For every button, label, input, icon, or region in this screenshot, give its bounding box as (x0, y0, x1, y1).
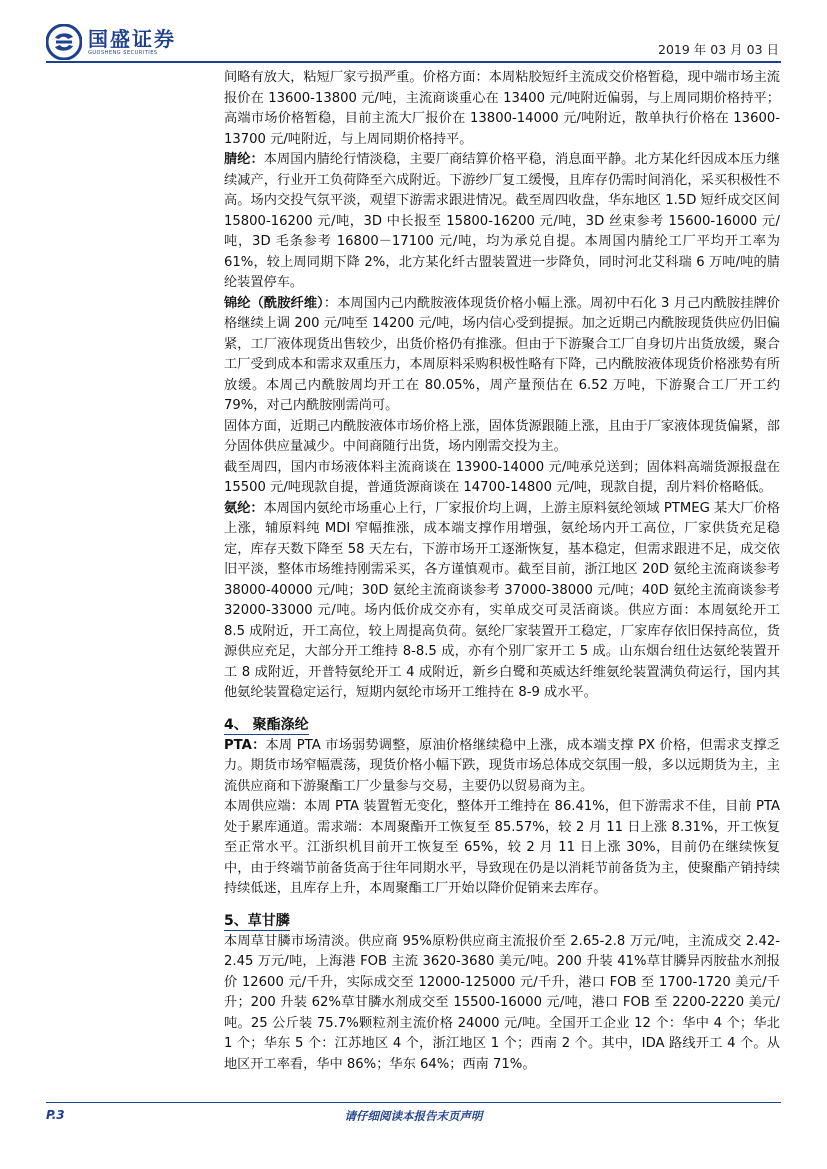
paragraph-glyphosate: 本周草甘膦市场清淡。供应商 95%原粉供应商主流报价至 2.65-2.8 万元/吨，主流成交 2.42-2.45 万元/吨，上海港 FOB 主流 3620-3680 美元/吨。200 升装 41%草甘膦异丙胺盐水剂报价 12600 元/千升，实际成交至 12000-125000 元/千升，港口 FOB 至 1700-1720 美元/千升；200 升装 62%草甘膦水剂成交至 15500-16000 元/吨，港口 FOB 至 2200-2220 美元/吨。25 公斤装 75.7%颗粒剂主流价格 24000 元/吨。全国开工企业 12 个：华中 4 个；华北 1 个；华东 5 个：江苏地区 4 个，浙江地区 1 个；西南 2 个。其中，IDA 路线开工 4 个。从地区开工率看，华中 86%；华东 64%；西南 71%。 (224, 933, 780, 1072)
footer-divider (46, 1102, 781, 1103)
label-spandex: 氨纶： (224, 500, 264, 516)
company-logo (46, 24, 176, 60)
paragraph-pta-supply: 本周供应端：本周 PTA 装置暂无变化，整体开工维持在 86.41%，但下游需求不佳，目前 PTA 处于累库通道。需求端：本周聚酯开工恢复至 85.57%，较 2 月 11 日上涨 8.31%，开工恢复至正常水平。江浙织机目前开工恢复至 65%，较 2 月 11 日上涨 30%，目前仍在继续恢复中，由于终端节前备货高于往年同期水平，导致现在仍是以消耗节前备货为主，使聚酯产销持续持续低迷，且库存上升，本周聚酯工厂开始以降价促销来去库存。 (224, 799, 780, 896)
paragraph-viscose-price: 间略有放大，粘短厂家亏损严重。价格方面：本周粘胶短纤主流成交价格暂稳，现中端市场主流报价在 13600-13800 元/吨，主流商谈重心在 13400 元/吨附近偏弱，与上周同期价格持平；高端市场价格暂稳，目前主流大厂报价在 13800-14000 元/吨附近，散单执行价格在 13600-13700 元/吨附近，与上周同期价格持平。 (224, 70, 780, 147)
paragraph-nylon-price: 截至周四，国内市场液体料主流商谈在 13900-14000 元/吨承兑送到；固体料高端货源报盘在 15500 元/吨现款自提，普通货源商谈在 14700-14800 元/吨，现款自提，刮片料价格略低。 (224, 459, 780, 495)
text-spandex: 本周国内氨纶市场重心上行，厂家报价均上调，上游主原料氨纶领域 PTMEG 某大厂价格上涨，辅原料纯 MDI 窄幅推涨，成本端支撑作用增强，氨纶场内开工高位，厂家供货充足稳定，库存天数下降至 58 天左右，下游市场开工逐渐恢复，基本稳定，但需求跟进不足，成交依旧平淡，整体市场维持刚需采买，各方谨慎观市。截至目前，浙江地区 20D 氨纶主流商谈参考 38000-40000 元/吨；30D 氨纶主流商谈参考 37000-38000 元/吨；40D 氨纶主流商谈参考 32000-33000 元/吨。场内低价成交亦有，实单成交可灵活商谈。供应方面：本周氨纶开工 8.5 成附近，开工高位，较上周提高负荷。氨纶厂家装置开工稳定，厂家库存依旧保持高位，货源供应充足，大部分开工维持 8-8.5 成，亦有个别厂家开工 5 成。山东烟台纽仕达氨纶装置开工 8 成附近，开普特氨纶开工 4 成附近，新乡白鹭和英威达纤维氨纶装置满负荷运行，国内其他氨纶装置稳定运行，短期内氨纶市场开工维持在 8-9 成水平。 (224, 500, 780, 700)
label-acrylic: 腈纶： (224, 152, 264, 167)
page-header (0, 0, 827, 68)
section-4-title (224, 714, 780, 736)
label-pta: PTA： (224, 737, 266, 753)
logo-chinese-name: 国盛证券 (88, 26, 176, 51)
label-nylon: 锦纶（酰胺纤维） (224, 295, 324, 311)
paragraph-acrylic (224, 150, 780, 294)
paragraph-spandex (224, 499, 780, 704)
report-date: 2019 年 03 月 03 日 (658, 42, 779, 57)
guosheng-logo-icon (46, 24, 82, 60)
text-nylon: ：本周国内己内酰胺液体现货价格小幅上涨。周初中石化 3 月己内酰胺挂牌价格继续上调 200 元/吨至 14200 元/吨，场内信心受到提振。加之近期己内酰胺现货供应仍旧偏紧，工厂液体现货出售较少，出货价格仍有推涨。但由于下游聚合工厂自身切片出货放缓，聚合工厂受到成本和需求双重压力，本周原料采购积极性略有下降，己内酰胺液体现货价格涨势有所放缓。本周己内酰胺周均开工在 80.05%，周产量预估在 6.52 万吨，下游聚合工厂开工约 79%，对己内酰胺刚需尚可。 (224, 295, 780, 413)
section-5-heading: 5、草甘膦 (224, 912, 290, 929)
section-5-title (224, 910, 780, 932)
header-divider (46, 61, 781, 63)
text-acrylic: 本周国内腈纶行情淡稳，主要厂商结算价格平稳，消息面平静。北方某化纤因成本压力继续减产，行业开工负荷降至六成附近。下游纱厂复工缓慢，且库存仍需时间消化，采买积极性不高。场内交投气氛平淡，观望下游需求跟进情况。截至周四收盘，华东地区 1.5D 短纤成交区间 15800-16200 元/吨，3D 中长报至 15800-16200 元/吨，3D 丝束参考 15600-16000 元/吨，3D 毛条参考 16800－17100 元/吨，均为承兑自提。本周国内腈纶工厂平均开工率为 61%，较上周同期下降 2%，北方某化纤古盟装置进一步降负，同时河北艾科瑞 6 万吨/吨的腈纶装置停车。 (224, 152, 780, 290)
paragraph-pta (224, 736, 780, 798)
paragraph-nylon-solid: 固体方面，近期己内酰胺液体市场价格上涨，固体货源跟随上涨，且由于厂家液体现货偏紧，部分固体供应量减少。中间商随行出货，场内刚需交投为主。 (224, 418, 780, 454)
report-body (224, 68, 780, 1075)
logo-english-name: GUOSHENG SECURITIES (88, 49, 158, 56)
text-pta: 本周 PTA 市场弱势调整，原油价格继续稳中上涨，成本端支撑 PX 价格，但需求支撑乏力。期货市场窄幅震荡，现货价格小幅下跌，现货市场总体成交氛围一般，多以远期货为主，主流供应商和下游聚酯工厂少量参与交易，主要仍以贸易商为主。 (224, 737, 780, 794)
page-number: P.3 (46, 1108, 65, 1122)
disclaimer-note: 请仔细阅读本报告末页声明 (344, 1109, 483, 1123)
section-4-heading: 4、 聚酯涤纶 (224, 716, 309, 733)
paragraph-nylon (224, 294, 780, 417)
